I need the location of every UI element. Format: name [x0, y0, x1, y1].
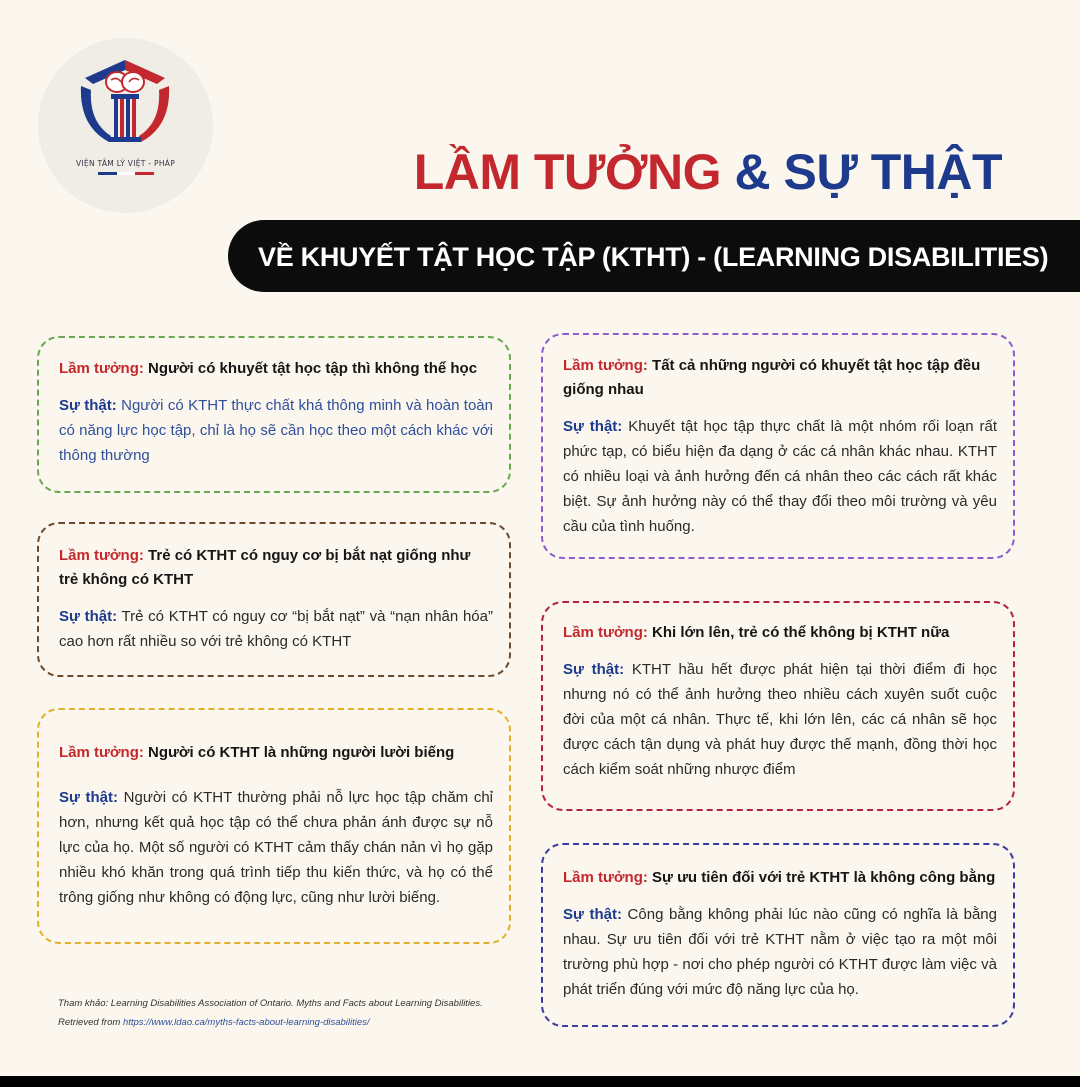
myth-card-2 [541, 333, 1015, 559]
fact-text: Người có KTHT thực chất khá thông minh và hoàn toàn có năng lực học tập, chỉ là họ sẽ cần học theo một cách khác với thông thường [59, 397, 493, 464]
myth-card-6 [541, 843, 1015, 1027]
page-title [414, 143, 1002, 201]
myth-label: Lầm tưởng: [59, 744, 144, 761]
fact-line [59, 604, 493, 654]
reference-text: Tham khảo: Learning Disabilities Association of Ontario. Myths and Facts about Learning Disabilities. Retrieved from [58, 998, 483, 1028]
myth-line [563, 866, 997, 890]
myth-label: Lầm tưởng: [563, 869, 648, 886]
fact-line [563, 414, 997, 539]
myth-line [563, 354, 997, 402]
fact-label: Sự thật: [59, 608, 118, 625]
pillar-brain-icon [75, 56, 175, 176]
myth-label: Lầm tưởng: [59, 360, 144, 377]
fact-label: Sự thật: [59, 789, 118, 806]
fact-line [59, 785, 493, 910]
myth-text: Tất cả những người có khuyết tật học tập đều giống nhau [563, 357, 981, 398]
fact-line [563, 902, 997, 1002]
fact-line [59, 393, 493, 468]
logo-flag [98, 172, 154, 175]
banner-text: VỀ KHUYẾT TẬT HỌC TẬP (KTHT) - (LEARNING DISABILITIES) [258, 242, 1049, 272]
fact-text: Người có KTHT thường phải nỗ lực học tập chăm chỉ hơn, nhưng kết quả học tập có thể chưa phản ánh được sự nỗ lực của họ. Một số người có KTHT cảm thấy chán nản vì họ gặp nhiều khó khăn trong quá trình tiếp thu kiến thức, và họ có thể trông giống như không có động lực, cũng như lười biếng. [59, 789, 493, 906]
fact-label: Sự thật: [59, 397, 117, 414]
myth-text: Sự ưu tiên đối với trẻ KTHT là không công bằng [652, 869, 996, 886]
reference-link[interactable]: https://www.ldao.ca/myths-facts-about-learning-disabilities/ [122, 1017, 370, 1028]
myth-text: Khi lớn lên, trẻ có thể không bị KTHT nữa [652, 624, 950, 641]
myth-card-3 [37, 522, 511, 677]
logo-org-name: VIỆN TÂM LÝ VIỆT - PHÁP [75, 159, 176, 168]
title-truth: SỰ THẬT [783, 144, 1002, 200]
myth-text: Trẻ có KTHT có nguy cơ bị bắt nạt giống như trẻ không có KTHT [59, 547, 471, 588]
fact-text: Công bằng không phải lúc nào cũng có nghĩa là bằng nhau. Sự ưu tiên đối với trẻ KTHT nằm ở việc tạo ra một môi trường phù hợp - nơi cho phép người có KTHT được làm việc và phát triển đúng với mức độ năng lực của họ. [563, 906, 997, 998]
title-ampersand: & [721, 144, 784, 200]
bottom-bar [0, 1076, 1080, 1087]
myth-label: Lầm tưởng: [59, 547, 144, 564]
myth-text: Người có KTHT là những người lười biếng [148, 744, 455, 761]
myth-line [59, 741, 493, 765]
myth-text: Người có khuyết tật học tập thì không thể học [148, 360, 478, 377]
fact-label: Sự thật: [563, 418, 623, 435]
myth-line [59, 544, 493, 592]
fact-text: Khuyết tật học tập thực chất là một nhóm rối loạn rất phức tạp, có biểu hiện đa dạng ở các cá nhân khác nhau. KTHT có nhiều loại và ảnh hưởng đến cá nhân theo các cách rất khác biệt. Sự ảnh hưởng này có thể thay đổi theo môi trường và yêu cầu của tình huống. [563, 418, 997, 535]
subtitle-banner [228, 220, 1080, 292]
reference-note [58, 994, 508, 1032]
myth-card-4 [541, 601, 1015, 811]
logo [38, 38, 213, 213]
fact-line [563, 657, 997, 782]
fact-label: Sự thật: [563, 906, 622, 923]
myth-line [563, 621, 997, 645]
myth-line [59, 357, 493, 381]
title-myth: LẦM TƯỞNG [413, 144, 722, 200]
myth-card-1 [37, 336, 511, 493]
myth-label: Lầm tưởng: [563, 624, 648, 641]
fact-text: Trẻ có KTHT có nguy cơ “bị bắt nạt” và “nạn nhân hóa” cao hơn rất nhiều so với trẻ không có KTHT [59, 608, 493, 650]
myth-card-5 [37, 708, 511, 944]
myth-label: Lầm tưởng: [563, 357, 648, 374]
fact-text: KTHT hầu hết được phát hiện tại thời điểm đi học nhưng nó có thể ảnh hưởng theo nhiều cách xuyên suốt cuộc đời của một cá nhân. Thực tế, khi lớn lên, các cá nhân sẽ học được cách tận dụng và phát huy được thế mạnh, đồng thời học cách kiểm soát những nhược điểm [563, 661, 997, 778]
fact-label: Sự thật: [563, 661, 625, 678]
